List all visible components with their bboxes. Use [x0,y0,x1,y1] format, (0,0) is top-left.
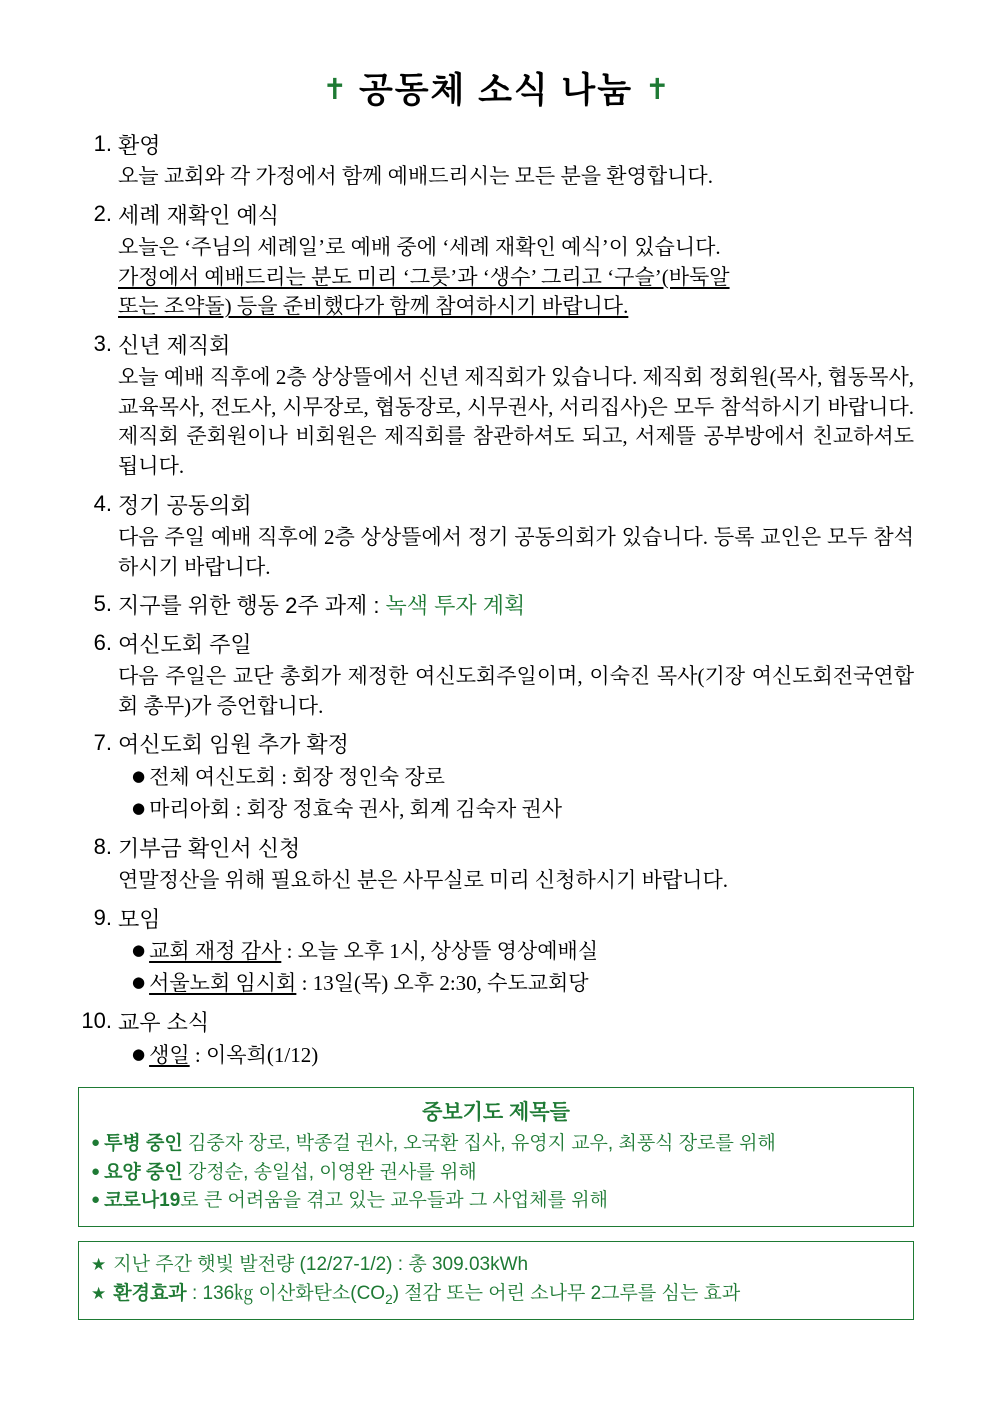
list-item-bullet [118,968,914,1000]
bullet-text: : 이옥희(1/12) [189,1042,319,1067]
list-item-number: 4. [93,491,112,517]
prayer-request-line [91,1130,901,1159]
list-item-number: 2. [93,201,112,226]
prayer-line-text: 김중자 장로, 박종걸 권사, 오국환 집사, 유영지 교우, 최풍식 장로를 위해 [182,1133,776,1155]
list-item-number: 6. [93,630,112,656]
prayer-request-line [91,1187,901,1216]
list-item-number: 7. [93,730,112,756]
list-item-heading: 세례 재확인 예식 [118,203,279,228]
list-item-heading: 지구를 위한 행동 2주 과제 : [118,593,386,619]
bullet-icon: ● [132,1044,146,1063]
prayer-line-bold: 요양 중인 [104,1161,183,1183]
bullet-icon: ● [91,1162,101,1180]
list-item-bullet [118,936,914,968]
bullet-icon: ● [132,972,146,991]
page-title [78,72,914,111]
bullet-label: 서울노회 임시회 [149,970,297,995]
solar-generation-line [91,1250,901,1279]
list-item-womens-society-officers [78,730,914,825]
bullet-text: 마리아회 : 회장 정효숙 권사, 회계 김숙자 권사 [149,796,563,821]
list-item-general-assembly [78,491,914,582]
bullet-label: 교회 재정 감사 [149,939,282,964]
cross-icon-left: ✝ [322,72,347,106]
list-item-body-line1: 오늘은 ‘주님의 세례일’로 예배 중에 ‘세례 재확인 예식’이 있습니다. [118,234,721,259]
list-item-heading-accent: 녹색 투자 계획 [385,593,526,619]
list-item-body: 다음 주일 예배 직후에 2층 상상뜰에서 정기 공동의회가 있습니다. 등록 교인은 모두 참석하시기 바랍니다. [118,524,914,579]
star-icon: ★ [91,1284,107,1305]
list-item-body: 연말정산을 위해 필요하신 분은 사무실로 미리 신청하시기 바랍니다. [118,867,729,892]
list-item-heading: 기부금 확인서 신청 [118,836,301,862]
list-item-heading: 여신도회 주일 [118,632,252,658]
list-item-body-line3: 또는 조약돌) 등을 준비했다가 함께 참여하시기 바랍니다. [118,294,629,319]
solar-effect-line [91,1279,901,1310]
prayer-line-bold: 코로나19 [104,1190,181,1212]
bullet-label: 생일 [149,1042,190,1067]
page-title-text: 공동체 소식 나눔 [358,71,634,110]
bullet-icon: ● [91,1191,101,1209]
solar-effect-label: 환경효과 [113,1283,187,1305]
list-item-meetings [78,905,914,1000]
list-item-body: 다음 주일은 교단 총회가 제정한 여신도회주일이며, 이숙진 목사(기장 여신도회전국연합회 총무)가 증언합니다. [118,663,914,718]
prayer-line-bold: 투병 중인 [104,1133,183,1155]
star-icon: ★ [91,1254,107,1275]
solar-effect-text-pre: : 136㎏ 이산화탄소(CO [186,1283,386,1305]
list-item-number: 1. [93,130,112,156]
bullet-icon: ● [132,798,146,817]
list-item-body-line2: 가정에서 예배드리는 분도 미리 ‘그릇’과 ‘생수’ 그리고 ‘구슬’(바둑알 [118,264,730,289]
bullet-icon: ● [132,941,146,960]
list-item-number: 3. [93,331,112,357]
list-item-new-year-officers-meeting [78,331,914,482]
bullet-text: 전체 여신도회 : 회장 정인숙 장로 [149,765,445,790]
list-item-bullet [118,1040,914,1072]
list-item-heading: 여신도회 임원 추가 확정 [118,732,349,758]
list-item-number: 10. [81,1008,112,1034]
list-item-heading: 정기 공동의회 [118,493,252,519]
solar-effect-subscript: 2 [385,1292,393,1308]
list-item-heading-row [118,591,914,621]
list-item-member-news [78,1008,914,1071]
list-item-womens-society-sunday [78,630,914,721]
bullet-text: : 13일(목) 오후 2:30, 수도교회당 [296,970,589,995]
prayer-line-text: 강정순, 송일섭, 이영완 권사를 위해 [182,1161,477,1183]
list-item-heading: 교우 소식 [118,1010,210,1036]
cross-icon-right: ✝ [645,72,670,106]
list-item-earth-action-task [78,591,914,621]
prayer-line-text: 로 큰 어려움을 겪고 있는 교우들과 그 사업체를 위해 [180,1190,608,1212]
announcement-list [78,131,914,1072]
list-item-heading: 신년 제직회 [118,333,231,359]
list-item-bullet [118,762,914,794]
bullet-icon: ● [91,1134,101,1152]
list-item-baptism-reaffirmation [78,201,914,322]
prayer-request-box [78,1087,914,1227]
solar-generation-text: 지난 주간 햇빛 발전량 (12/27-1/2) : 총 309.03kWh [113,1253,529,1275]
list-item-number: 5. [93,591,112,617]
list-item-heading: 모임 [118,906,161,932]
bullet-text: : 오늘 오후 1시, 상상뜰 영상예배실 [281,939,599,964]
bullet-icon: ● [132,767,146,786]
solar-effect-text-post: ) 절감 또는 어린 소나무 2그루를 심는 효과 [392,1283,741,1305]
list-item-welcome [78,131,914,193]
list-item-number: 9. [93,904,112,930]
prayer-request-line [91,1159,901,1188]
solar-energy-box [78,1241,914,1320]
list-item-body: 오늘 교회와 각 가정에서 함께 예배드리시는 모든 분을 환영합니다. [118,164,713,189]
list-item-bullet [118,794,914,826]
prayer-request-title: 중보기도 제목들 [422,1101,570,1125]
list-item-donation-receipt [78,834,914,896]
list-item-number: 8. [93,834,112,860]
list-item-heading: 환영 [118,132,161,158]
list-item-body: 오늘 예배 직후에 2층 상상뜰에서 신년 제직회가 있습니다. 제직회 정회원(목사, 협동목사, 교육목사, 전도사, 시무장로, 협동장로, 시무권사, 서리집사)은 모두 참석하시기 바랍니다. 제직회 준회원이나 비회원은 제직회를 참관하셔도 되고, 서제뜰 공부방에서 친교하셔도 됩니다. [118,364,914,479]
